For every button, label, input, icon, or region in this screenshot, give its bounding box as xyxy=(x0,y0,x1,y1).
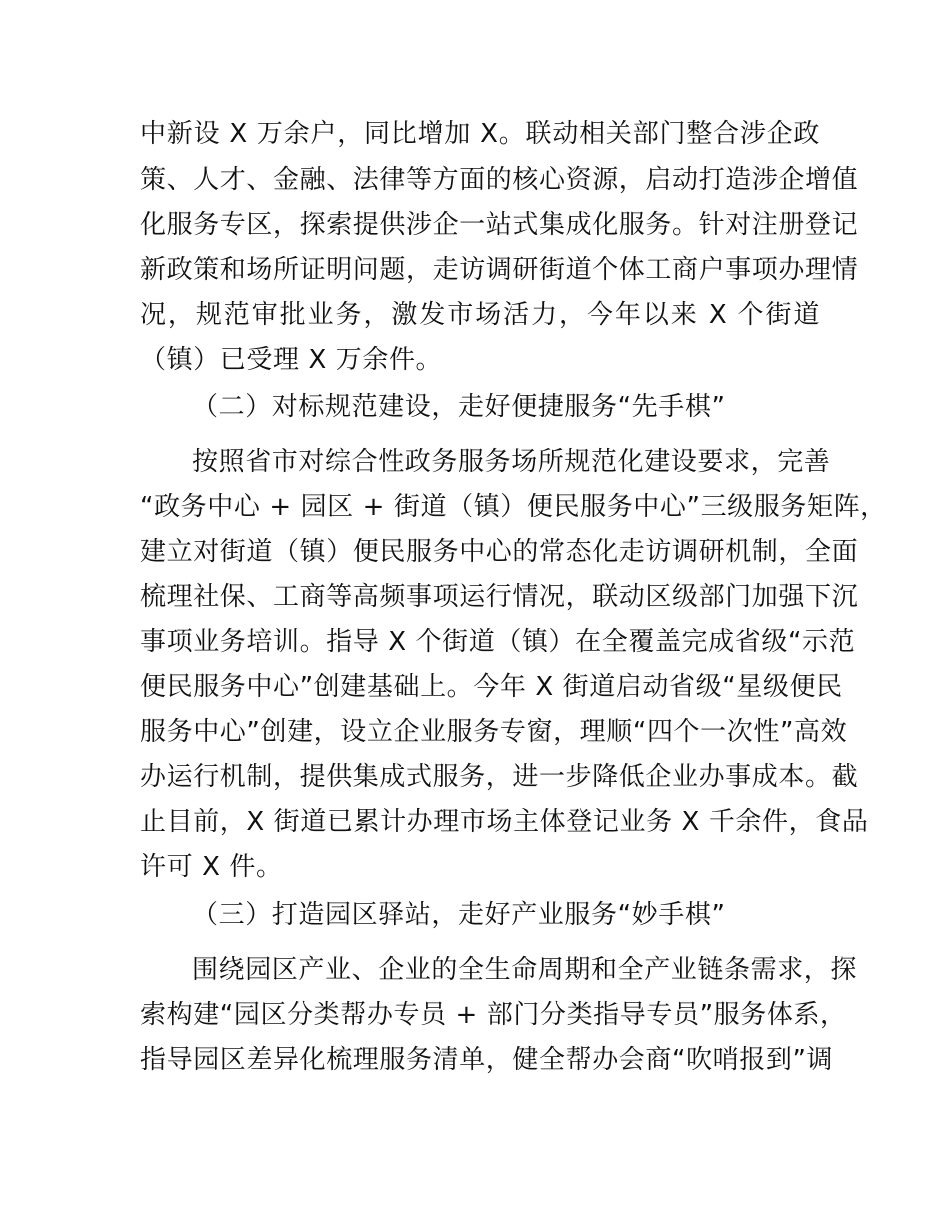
paragraph-1-line-1: 中新设 X 万余户，同比增加 X。联动相关部门整合涉企政 xyxy=(140,119,820,149)
paragraph-3-line-3: 指导园区差异化梳理服务清单，健全帮办会商“吹哨报到”调 xyxy=(140,1045,834,1075)
paragraph-3-line-2: 索构建“园区分类帮办专员 + 部门分类指导专员”服务体系， xyxy=(140,1000,847,1030)
section-heading-2: （二）对标规范建设，走好便捷服务“先手棋” xyxy=(192,392,726,422)
paragraph-3-line-1: 围绕园区产业、企业的全生命周期和全产业链条需求，探 xyxy=(192,955,858,985)
paragraph-2-line-2: “政务中心 + 园区 + 街道（镇）便民服务中心”三级服务矩阵， xyxy=(140,492,887,522)
section-heading-3: （三）打造园区驿站，走好产业服务“妙手棋” xyxy=(192,900,726,930)
paragraph-1-line-2: 策、人才、金融、法律等方面的核心资源，启动打造涉企增值 xyxy=(140,165,859,195)
paragraph-2-line-8: 办运行机制，提供集成式服务，进一步降低企业办事成本。截 xyxy=(140,762,859,792)
paragraph-1-line-3: 化服务专区，探索提供涉企一站式集成化服务。针对注册登记 xyxy=(140,210,859,240)
paragraph-2-line-9: 止目前，X 街道已累计办理市场主体登记业务 X 千余件，食品 xyxy=(140,807,869,837)
paragraph-2-line-5: 事项业务培训。指导 X 个街道（镇）在全覆盖完成省级“示范 xyxy=(140,627,856,657)
paragraph-1-line-6: （镇）已受理 X 万余件。 xyxy=(140,345,443,375)
paragraph-1-line-5: 况，规范审批业务，激发市场活力，今年以来 X 个街道 xyxy=(140,300,820,330)
paragraph-2-line-7: 服务中心”创建，设立企业服务专窗，理顺“四个一次性”高效 xyxy=(140,717,848,747)
paragraph-2-line-4: 梳理社保、工商等高频事项运行情况，联动区级部门加强下沉 xyxy=(140,582,859,612)
paragraph-2-line-10: 许可 X 件。 xyxy=(140,852,283,882)
paragraph-2-line-6: 便民服务中心”创建基础上。今年 X 街道启动省级“星级便民 xyxy=(140,672,843,702)
paragraph-2-line-1: 按照省市对综合性政务服务场所规范化建设要求，完善 xyxy=(192,447,831,477)
paragraph-1-line-4: 新政策和场所证明问题，走访调研街道个体工商户事项办理情 xyxy=(140,255,859,285)
paragraph-2-line-3: 建立对街道（镇）便民服务中心的常态化走访调研机制，全面 xyxy=(140,537,859,567)
